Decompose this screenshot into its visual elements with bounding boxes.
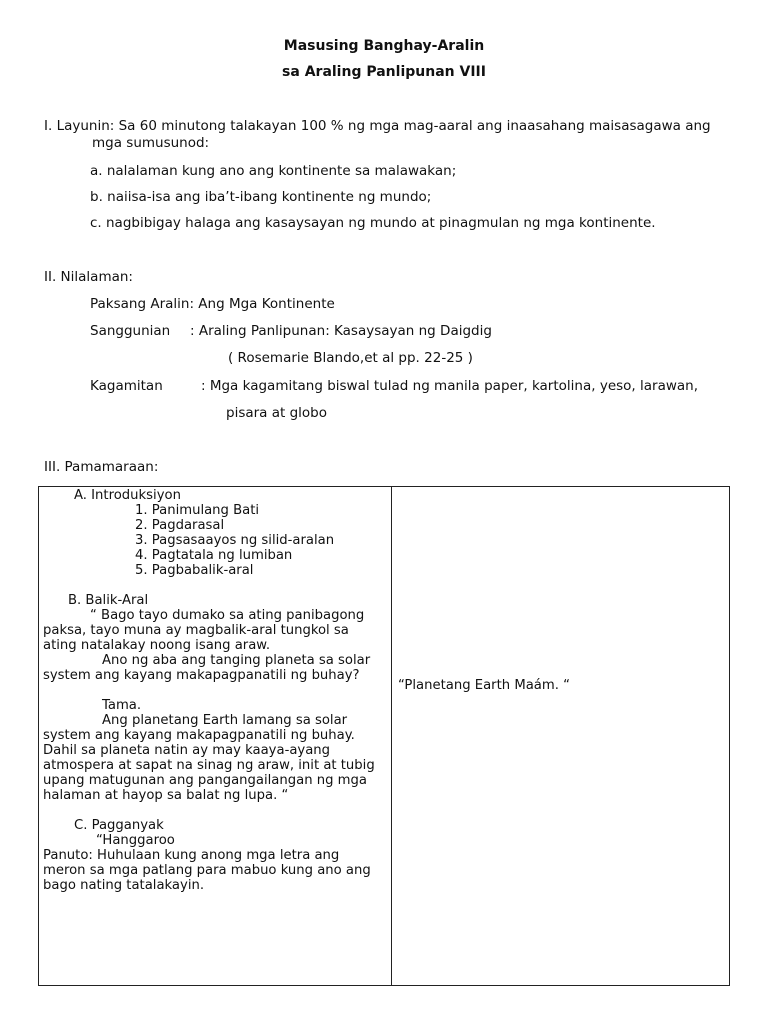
- layunin-heading: I. Layunin: Sa 60 minutong talakayan 100 % ng mga mag-aaral ang inaasahang maisasagawa ang: [44, 118, 711, 134]
- document-subtitle: sa Araling Panlipunan VIII: [282, 64, 486, 80]
- balik-aral-line: system ang kayang makapagpanatili ng buhay?: [43, 668, 360, 683]
- layunin-item-c: c. nagbibigay halaga ang kasaysayan ng mundo at pinagmulan ng mga kontinente.: [90, 215, 656, 231]
- balik-aral-line: Ang planetang Earth lamang sa solar: [102, 713, 348, 728]
- balik-aral-line: Ano ng aba ang tanging planeta sa solar: [102, 653, 371, 668]
- introduksiyon-heading: A. Introduksiyon: [74, 488, 181, 503]
- balik-aral-line: Dahil sa planeta natin ay may kaaya-ayang: [43, 743, 331, 758]
- student-response: “Planetang Earth Maám. “: [398, 678, 570, 693]
- kagamitan-cont: pisara at globo: [226, 405, 328, 421]
- sanggunian-label: Sanggunian: [90, 323, 171, 339]
- nilalaman-heading: II. Nilalaman:: [44, 269, 133, 285]
- balik-aral-line: “ Bago tayo dumako sa ating panibagong: [90, 608, 365, 623]
- intro-item: 5. Pagbabalik-aral: [135, 563, 254, 578]
- balik-aral-line: halaman at hayop sa balat ng lupa. “: [43, 788, 289, 803]
- balik-aral-line: paksa, tayo muna ay magbalik-aral tungkol sa: [43, 623, 349, 638]
- balik-aral-line: ating natalakay noong isang araw.: [43, 638, 271, 653]
- table-column-divider: [391, 486, 392, 986]
- kagamitan-value: : Mga kagamitang biswal tulad ng manila paper, kartolina, yeso, larawan,: [201, 378, 699, 394]
- balik-aral-line: atmospera at sapat na sinag ng araw, init at tubig: [43, 758, 375, 773]
- balik-aral-line: upang matugunan ang pangangailangan ng mga: [43, 773, 367, 788]
- intro-item: 3. Pagsasaayos ng silid-aralan: [135, 533, 335, 548]
- paksang-aralin: Paksang Aralin: Ang Mga Kontinente: [90, 296, 335, 312]
- balik-aral-line: system ang kayang makapagpanatili ng buhay.: [43, 728, 355, 743]
- layunin-item-a: a. nalalaman kung ano ang kontinente sa malawakan;: [90, 163, 457, 179]
- pagganyak-line: bago nating tatalakayin.: [43, 878, 205, 893]
- sanggunian-reference: ( Rosemarie Blando,et al pp. 22-25 ): [228, 350, 473, 366]
- kagamitan-label: Kagamitan: [90, 378, 163, 394]
- document-title: Masusing Banghay-Aralin: [283, 38, 485, 54]
- pagganyak-line: “Hanggaroo: [96, 833, 175, 848]
- intro-item: 4. Pagtatala ng lumiban: [135, 548, 293, 563]
- balik-aral-tama: Tama.: [102, 698, 142, 713]
- student-column: [398, 678, 724, 693]
- layunin-heading-cont: mga sumusunod:: [92, 135, 210, 151]
- teacher-column: [43, 488, 387, 893]
- pagganyak-line: meron sa mga patlang para mabuo kung ano ang: [43, 863, 371, 878]
- pagganyak-heading: C. Pagganyak: [74, 818, 164, 833]
- intro-item: 1. Panimulang Bati: [135, 503, 260, 518]
- layunin-item-b: b. naiisa-isa ang iba’t-ibang kontinente ng mundo;: [90, 189, 432, 205]
- pamamaraan-heading: III. Pamamaraan:: [44, 459, 159, 475]
- intro-item: 2. Pagdarasal: [135, 518, 225, 533]
- balik-aral-heading: B. Balik-Aral: [68, 593, 149, 608]
- sanggunian-value: : Araling Panlipunan: Kasaysayan ng Daigdig: [190, 323, 492, 339]
- pagganyak-line: Panuto: Huhulaan kung anong mga letra ang: [43, 848, 340, 863]
